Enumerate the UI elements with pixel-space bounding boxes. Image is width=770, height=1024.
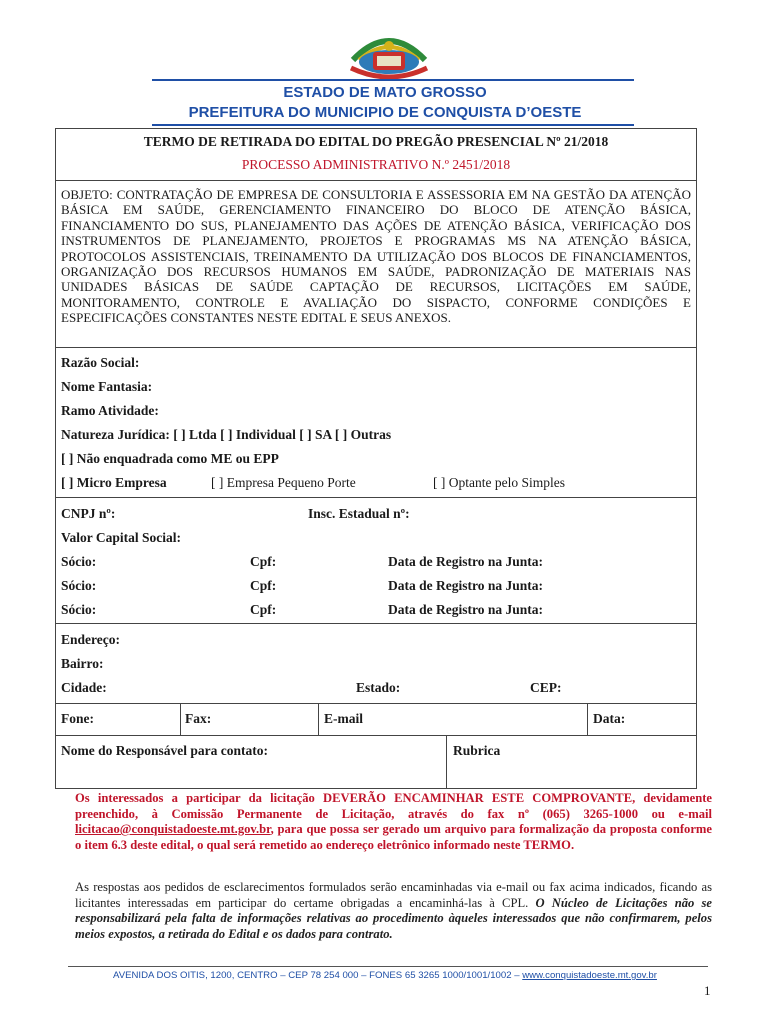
insc-estadual-field[interactable]: Insc. Estadual nº: [308, 506, 410, 521]
natureza-juridica-options[interactable]: Natureza Jurídica: [ ] Ltda [ ] Individual [ ] SA [ ] Outras [61, 427, 392, 442]
fax-field[interactable]: Fax: [185, 711, 212, 726]
footer-rule [68, 966, 708, 967]
divider [56, 703, 696, 704]
divider [56, 497, 696, 498]
razao-social-field[interactable]: Razão Social: [61, 355, 140, 370]
cpf-field[interactable]: Cpf: [250, 602, 277, 617]
socio-field[interactable]: Sócio: [61, 578, 97, 593]
cell-divider [318, 703, 319, 735]
cpf-field[interactable]: Cpf: [250, 578, 277, 593]
object-section [56, 181, 696, 347]
cidade-field[interactable]: Cidade: [61, 680, 107, 695]
capital-social-field[interactable]: Valor Capital Social: [61, 530, 182, 545]
cell-divider [180, 703, 181, 735]
nao-enquadrada-checkbox[interactable]: [ ] Não enquadrada como ME ou EPP [61, 451, 279, 466]
divider [56, 623, 696, 624]
cpf-field[interactable]: Cpf: [250, 554, 277, 569]
data-field[interactable]: Data: [593, 711, 626, 726]
email-field[interactable]: E-mail [324, 711, 363, 726]
header-rule-bottom [152, 124, 634, 126]
nome-fantasia-field[interactable]: Nome Fantasia: [61, 379, 153, 394]
ramo-atividade-field[interactable]: Ramo Atividade: [61, 403, 159, 418]
endereco-field[interactable]: Endereço: [61, 632, 120, 647]
socio-field[interactable]: Sócio: [61, 602, 97, 617]
page-number: 1 [704, 983, 711, 998]
header-city: PREFEITURA DO MUNICIPIO DE CONQUISTA D’OESTE [188, 104, 582, 121]
coat-of-arms-icon [345, 30, 433, 82]
bairro-field[interactable]: Bairro: [61, 656, 104, 671]
disclaimer: O Núcleo de Licitações não se responsabilizará pela falta de informações relativas ao procedimento àqueles interessados que não confirmarem, pelos meios expostos, a retirada do Edital e os dados para contrato. [75, 895, 712, 941]
header-rule-top [152, 79, 634, 81]
socio-field[interactable]: Sócio: [61, 554, 97, 569]
footer-address: AVENIDA DOS OITIS, 1200, CENTRO – CEP 78 254 000 – FONES 65 3265 1000/1001/1002 – www.conquistadoeste.mt.gov.br [113, 970, 657, 981]
cpl-email-link[interactable]: licitacao@conquistadoeste.mt.gov.br [75, 822, 271, 837]
cnpj-field[interactable]: CNPJ nº: [61, 506, 116, 521]
divider [56, 735, 696, 736]
estado-field[interactable]: Estado: [356, 680, 401, 695]
simples-checkbox[interactable]: [ ] Optante pelo Simples [433, 475, 565, 490]
data-registro-field[interactable]: Data de Registro na Junta: [388, 554, 543, 569]
cell-divider [446, 735, 447, 788]
process-number: PROCESSO ADMINISTRATIVO N.º 2451/2018 [241, 157, 511, 172]
footer-site-link[interactable]: www.conquistadoeste.mt.gov.br [522, 970, 657, 981]
micro-empresa-checkbox[interactable]: [ ] Micro Empresa [61, 475, 167, 490]
divider [56, 347, 696, 348]
epp-checkbox[interactable]: [ ] Empresa Pequeno Porte [211, 475, 356, 490]
data-registro-field[interactable]: Data de Registro na Junta: [388, 602, 543, 617]
notice-clarifications: As respostas aos pedidos de esclarecimentos formulados serão encaminhadas via e-mail ou fax acima indicados, ficando as licitantes interessadas em participar do certame obrigadas a encaminhá-las à CPL. O Núcleo de Licitações não se responsabilizará pela falta de informações relativas ao procedimento àqueles interessados que não confirmarem, pelos meios expostos, a retirada do Edital e os dados para contrato. [75, 880, 712, 941]
form-title: TERMO DE RETIRADA DO EDITAL DO PREGÃO PRESENCIAL Nº 21/2018 [143, 134, 609, 149]
fone-field[interactable]: Fone: [61, 711, 94, 726]
data-registro-field[interactable]: Data de Registro na Junta: [388, 578, 543, 593]
header-state: ESTADO DE MATO GROSSO [283, 84, 487, 101]
cell-divider [587, 703, 588, 735]
notice-instructions: Os interessados a participar da licitação DEVERÃO ENCAMINHAR ESTE COMPROVANTE, devidamente preenchido, à Comissão Permanente de Licitação, através do fax nº (065) 3265-1000 ou e-mail licitacao@conquistadoeste.mt.gov.br, para que possa ser gerado um arquivo para formalização da proposta conforme o item 6.3 deste edital, o qual será remetido ao endereço eletrônico informado neste TERMO. [75, 791, 712, 852]
object-text: OBJETO: CONTRATAÇÃO DE EMPRESA DE CONSULTORIA E ASSESSORIA EM NA GESTÃO DA ATENÇÃO BÁSICA EM SAÚDE, GERENCIAMENTO FINANCEIRO DO BLOCO DE ATENÇÃO BÁSICA, FINANCIAMENTO DO SUS, PLANEJAMENTO DAS AÇÕES DE ATENÇÃO BÁSICA, VERIFICAÇÃO DOS INSTRUMENTOS DE PLANEJAMENTO, PROJETOS E PROGRAMAS MS NA ATENÇÃO BÁSICA, PROTOCOLOS ASSISTENCIAIS, TREINAMENTO DA UTILIZAÇÃO DOS BLOCOS DE FINANCIAMENTOS, ORGANIZAÇÃO DOS RECURSOS HUMANOS EM SAÚDE, PADRONIZAÇÃO DE MATERIAIS NAS UNIDADES BÁSICAS DE SAÚDE CAPTAÇÃO DE RECURSOS, LICITAÇÕES EM SAÚDE, MONITORAMENTO, CONTROLE E AVALIAÇÃO DO SISPACTO, CONFORME CONDIÇÕES E ESPECIFICAÇÕES CONSTANTES NESTE EDITAL E SEUS ANEXOS. [61, 187, 691, 326]
responsavel-field[interactable]: Nome do Responsável para contato: [61, 743, 268, 758]
withdrawal-form [55, 128, 697, 789]
rubrica-field[interactable]: Rubrica [453, 743, 501, 758]
cep-field[interactable]: CEP: [530, 680, 562, 695]
